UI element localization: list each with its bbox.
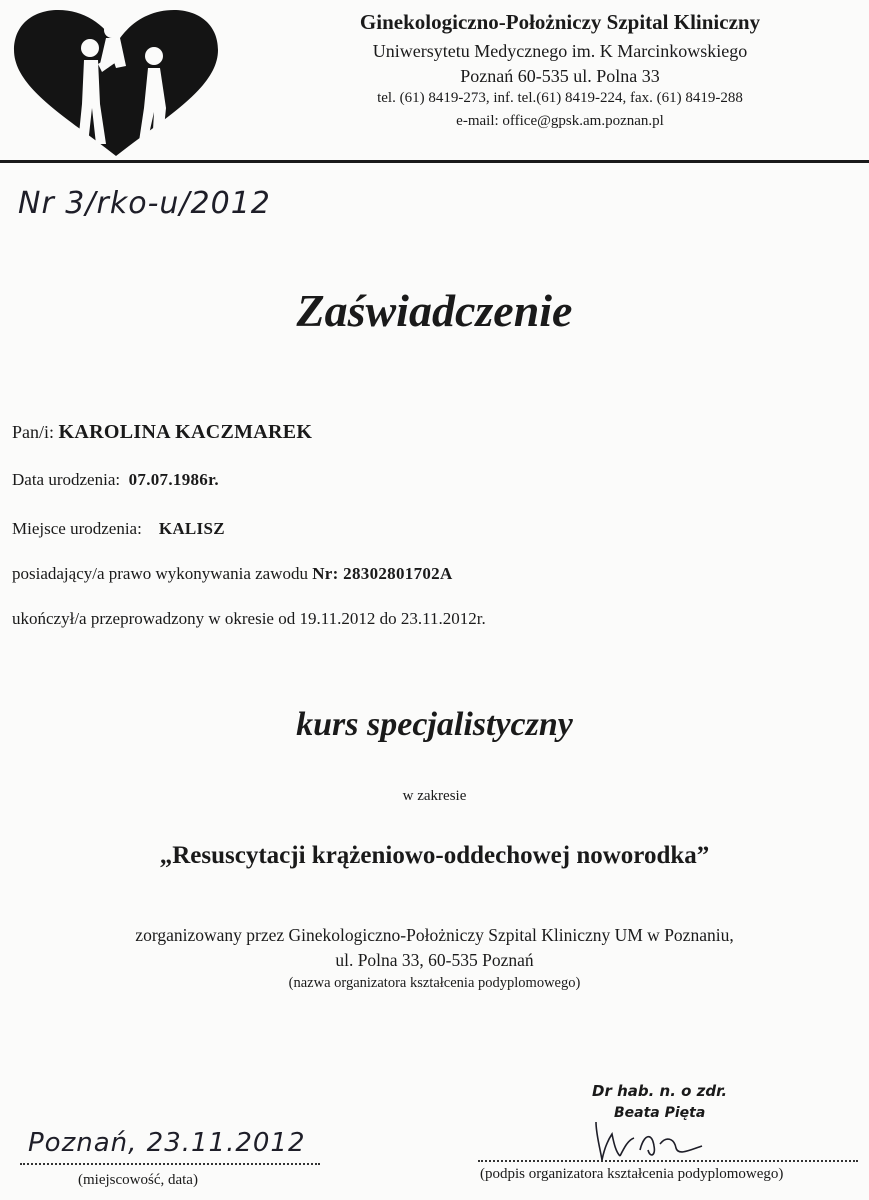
signature-line	[478, 1160, 858, 1162]
hospital-logo	[8, 8, 224, 158]
stamp-line-2: Beata Pięta	[614, 1105, 706, 1121]
course-name: „Resuscytacji krążeniowo-oddechowej noworodka”	[159, 842, 710, 869]
signature-mark	[590, 1120, 710, 1165]
license-label: posiadający/a prawo wykonywania zawodu	[12, 564, 308, 583]
birth-date-row	[12, 470, 219, 490]
university-name: Uniwersytetu Medycznego im. K Marcinkowskiego	[372, 41, 748, 61]
name-label: Pan/i:	[12, 422, 55, 442]
license-row	[12, 564, 453, 584]
scope-label: w zakresie	[402, 788, 467, 804]
course-type: kurs specjalistyczny	[296, 706, 573, 743]
hospital-phones: tel. (61) 8419-273, inf. tel.(61) 8419-224, fax. (61) 8419-288	[377, 90, 743, 106]
hospital-address: Poznań 60-535 ul. Polna 33	[460, 66, 660, 86]
birth-place-value: KALISZ	[158, 519, 225, 538]
name-row	[12, 421, 312, 444]
reference-number: Nr 3/rko-u/2012	[18, 186, 271, 221]
signature-caption: (podpis organizatora kształcenia podyplomowego)	[480, 1166, 784, 1182]
document-title: Zaświadczenie	[296, 285, 573, 336]
birth-place-row	[12, 519, 225, 539]
name-value: KAROLINA KACZMAREK	[58, 421, 313, 443]
header-divider	[0, 160, 869, 163]
organizer-caption: (nazwa organizatora kształcenia podyplomowego)	[288, 975, 581, 991]
organizer-line-2: ul. Polna 33, 60-535 Poznań	[335, 950, 534, 970]
place-date-handwritten: Poznań, 23.11.2012	[28, 1128, 306, 1158]
birth-place-label: Miejsce urodzenia:	[12, 519, 142, 538]
completed-text: ukończył/a przeprowadzony w okresie od 19.11.2012 do 23.11.2012r.	[12, 609, 486, 628]
hospital-name: Ginekologiczno-Położniczy Szpital Kliniczny	[359, 10, 761, 34]
license-value: Nr: 28302801702A	[312, 564, 453, 583]
place-date-caption: (miejscowość, data)	[78, 1172, 198, 1188]
organizer-line-1: zorganizowany przez Ginekologiczno-Położniczy Szpital Kliniczny UM w Poznaniu,	[135, 925, 734, 945]
stamp-line-1: Dr hab. n. o zdr.	[592, 1082, 728, 1100]
birth-date-label: Data urodzenia:	[12, 470, 121, 489]
hospital-email: e-mail: office@gpsk.am.poznan.pl	[456, 113, 664, 129]
place-date-line	[20, 1163, 320, 1165]
birth-date-value: 07.07.1986r.	[128, 470, 219, 489]
